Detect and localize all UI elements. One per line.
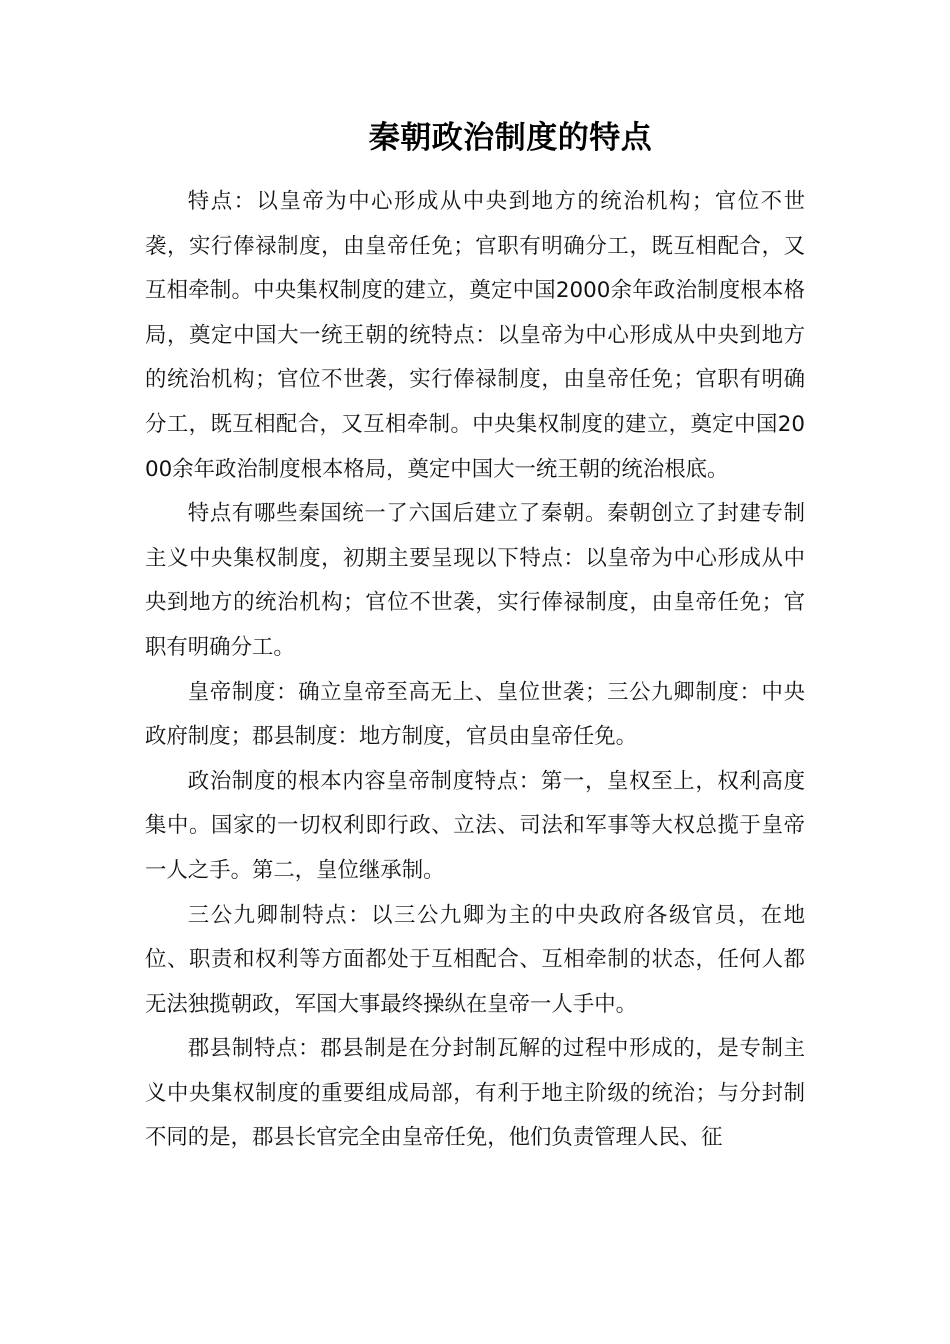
paragraph-institutions: 皇帝制度：确立皇帝至高无上、皇位世袭；三公九卿制度：中央政府制度；郡县制度：地方制度，官员由皇帝任免。 xyxy=(145,679,805,750)
paragraph-overview: 特点：以皇帝为中心形成从中央到地方的统治机构；官位不世袭，实行俸禄制度，由皇帝任免；官职有明确分工，既互相配合，又互相牵制。中央集权制度的建立，奠定中国2000余年政治制度根本格局，奠定中国大一统王朝的统特点：以皇帝为中心形成从中央到地方的统治机构；官位不世袭，实行俸禄制度，由皇帝任免；官职有明确分工，既互相配合，又互相牵制。中央集权制度的建立，奠定中国2000余年政治制度根本格局，奠定中国大一统王朝的统治根底。 xyxy=(145,189,805,482)
paragraph-qin-features: 特点有哪些秦国统一了六国后建立了秦朝。秦朝创立了封建专制主义中央集权制度，初期主要呈现以下特点：以皇帝为中心形成从中央到地方的统治机构；官位不世袭，实行俸禄制度，由皇帝任免；官职有明确分工。 xyxy=(145,501,805,660)
paragraph-commandery-county: 郡县制特点：郡县制是在分封制瓦解的过程中形成的，是专制主义中央集权制度的重要组成局部，有利于地主阶级的统治；与分封制不同的是，郡县长官完全由皇帝任免，他们负责管理人民、征 xyxy=(145,1036,805,1151)
document-title: 秦朝政治制度的特点 xyxy=(368,120,653,156)
paragraph-emperor-system: 政治制度的根本内容皇帝制度特点：第一，皇权至上，权利高度集中。国家的一切权利即行政、立法、司法和军事等大权总揽于皇帝一人之手。第二，皇位继承制。 xyxy=(145,768,805,883)
paragraph-three-lords-nine-ministers: 三公九卿制特点：以三公九卿为主的中央政府各级官员，在地位、职责和权利等方面都处于互相配合、互相牵制的状态，任何人都无法独揽朝政，军国大事最终操纵在皇帝一人手中。 xyxy=(145,902,805,1017)
